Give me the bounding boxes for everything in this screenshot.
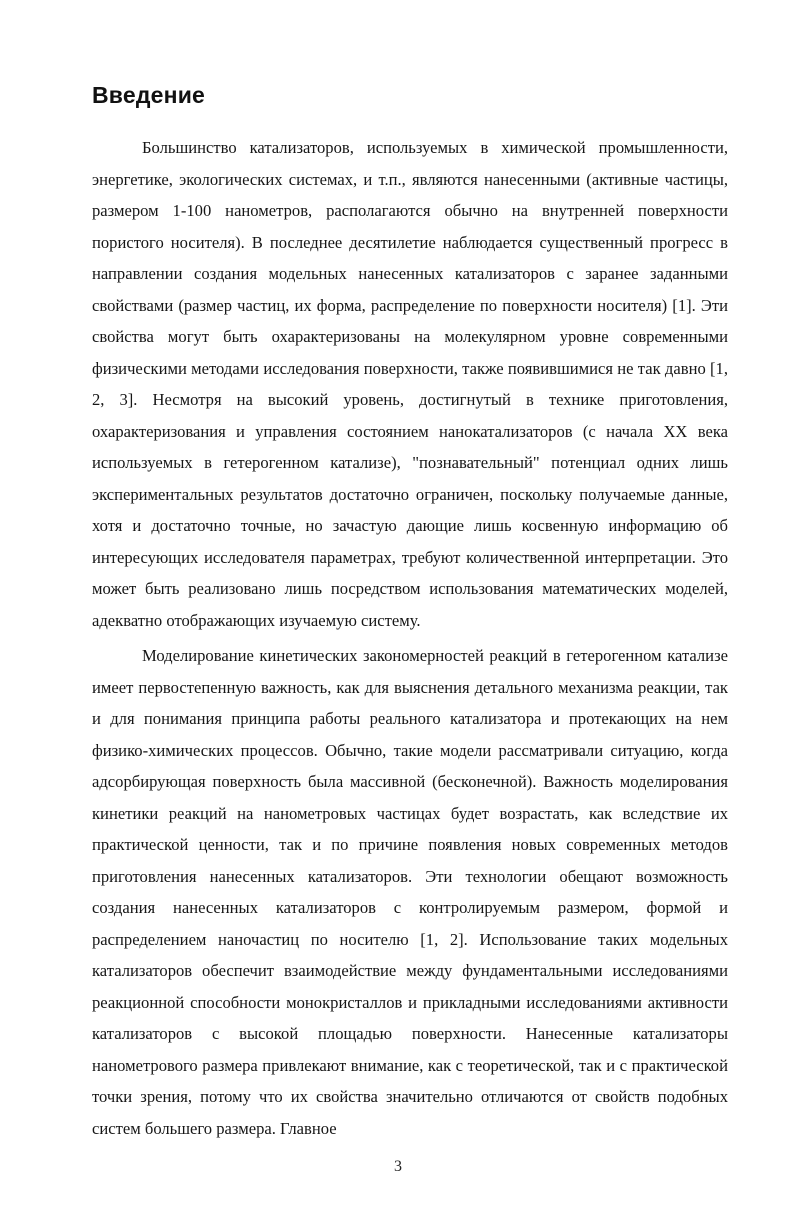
page-number: 3	[394, 1158, 402, 1175]
paragraph-2: Моделирование кинетических закономерностей реакций в гетерогенном катализе имеет первостепенную важность, как для выяснения детального механизма реакции, так и для понимания принципа работы реального катализатора и протекающих на нем физико-химических процессов. Обычно, такие модели рассматривали ситуацию, когда адсорбирующая поверхность была массивной (бесконечной). Важность моделирования кинетики реакций на нанометровых частицах будет возрастать, как вследствие их практической ценности, так и по причине появления новых современных методов приготовления нанесенных катализаторов. Эти технологии обещают возможность создания нанесенных катализаторов с контролируемым размером, формой и распределением наночастиц по носителю [1, 2]. Использование таких модельных катализаторов обеспечит взаимодействие между фундаментальными исследованиями реакционной способности монокристаллов и прикладными исследованиями активности катализаторов с высокой площадью поверхности. Нанесенные катализаторы нанометрового размера привлекают внимание, как с теоретической, так и с практической точки зрения, потому что их свойства значительно отличаются от свойств подобных систем большего размера. Главное	[92, 646, 728, 1138]
section-heading: Введение	[92, 82, 206, 108]
paragraph-1: Большинство катализаторов, используемых в химической промышленности, энергетике, экологических системах, и т.п., являются нанесенными (активные частицы, размером 1-100 нанометров, располагаются обычно на внутренней поверхности пористого носителя). В последнее десятилетие наблюдается существенный прогресс в направлении создания модельных нанесенных катализаторов с заранее заданными свойствами (размер частиц, их форма, распределение по поверхности носителя) [1]. Эти свойства могут быть охарактеризованы на молекулярном уровне современными физическими методами исследования поверхности, также появившимися не так давно [1, 2, 3]. Несмотря на высокий уровень, достигнутый в технике приготовления, охарактеризования и управления состоянием нанокатализаторов (с начала XX века используемых в гетерогенном катализе), "познавательный" потенциал одних лишь экспериментальных результатов достаточно ограничен, поскольку получаемые данные, хотя и достаточно точные, но зачастую дающие лишь косвенную информацию об интересующих исследователя параметрах, требуют количественной интерпретации. Это может быть реализовано лишь посредством использования математических моделей, адекватно отображающих изучаемую систему.	[92, 138, 728, 630]
